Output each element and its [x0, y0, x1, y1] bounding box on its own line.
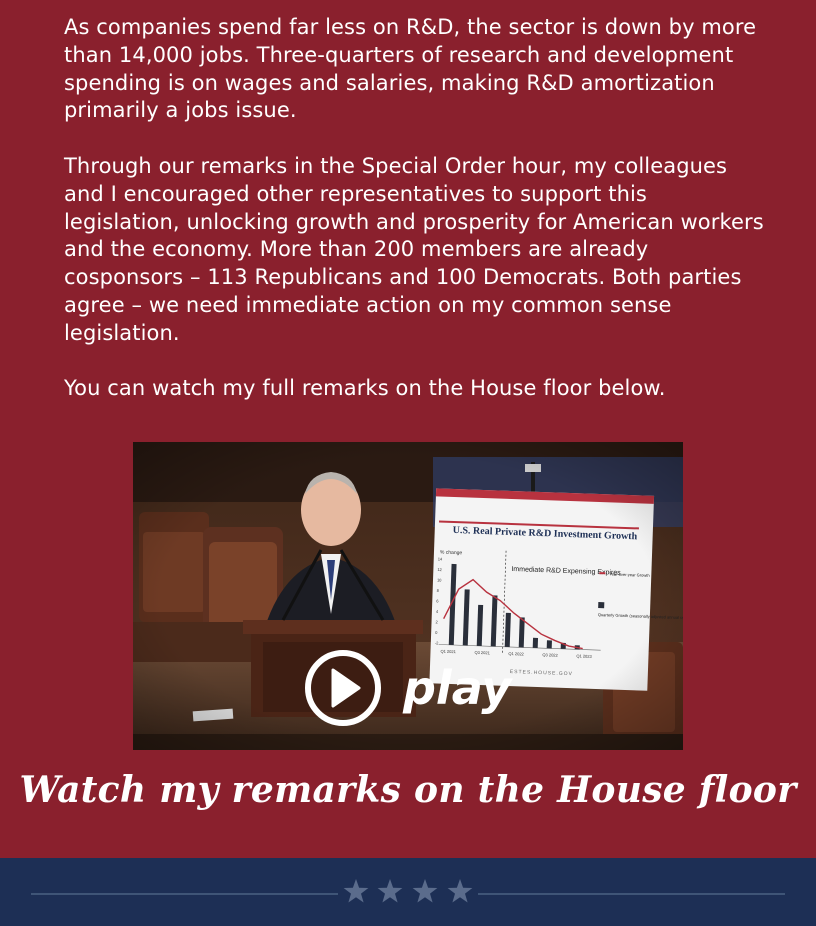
star-icon	[378, 879, 403, 903]
play-label: play	[403, 661, 512, 715]
stars-divider	[338, 872, 478, 912]
paragraph-special-order: Through our remarks in the Special Order hour, my colleagues and I encouraged other representatives to support this legislation, unlocking growth and prosperity for American workers and the economy. More than 200 members are already cosponsors – 113 Republicans and 100 Democrats. Both parties agree – we need immediate action on my common sense legislation.	[64, 154, 764, 345]
paragraph-jobs: As companies spend far less on R&D, the sector is down by more than 14,000 jobs. Three-quarters of research and development spending is on wages and salaries, making R&D amortization primarily a jobs issue.	[64, 15, 757, 123]
video-frame	[133, 442, 683, 750]
star-icon	[413, 879, 438, 903]
video-thumbnail[interactable]	[133, 442, 683, 750]
star-icon	[448, 879, 473, 903]
footer-divider	[0, 858, 816, 926]
paragraph-watch: You can watch my full remarks on the House floor below.	[64, 376, 666, 400]
divider-line-right	[478, 893, 785, 895]
video-caption[interactable]: Watch my remarks on the House floor	[19, 769, 797, 811]
divider-line-left	[31, 893, 338, 895]
star-icon	[344, 879, 369, 903]
